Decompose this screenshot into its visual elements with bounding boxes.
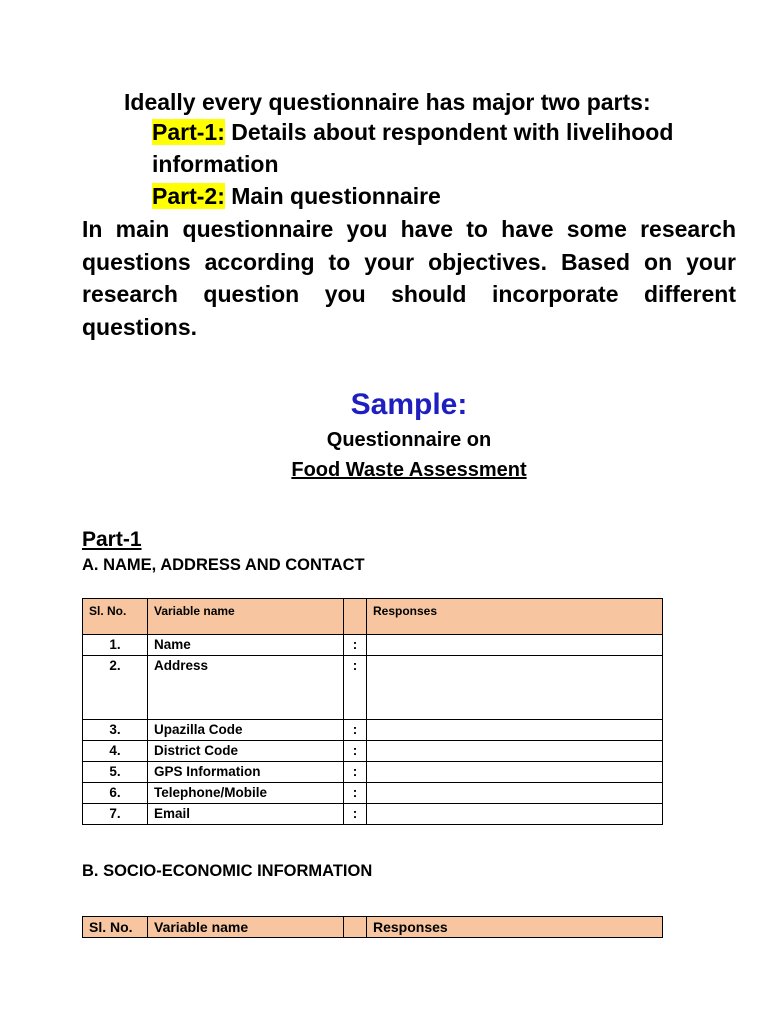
row-separator: : bbox=[344, 741, 367, 762]
table-row bbox=[83, 804, 663, 825]
part1-text-cont: information bbox=[152, 151, 279, 177]
part1-label: Part-1: bbox=[152, 119, 225, 145]
part1-heading: Part-1 bbox=[82, 528, 142, 551]
row-number: 1. bbox=[83, 635, 148, 656]
table-row bbox=[83, 720, 663, 741]
row-variable: Upazilla Code bbox=[148, 720, 344, 741]
section-b-heading: B. SOCIO-ECONOMIC INFORMATION bbox=[82, 862, 373, 880]
row-separator: : bbox=[344, 783, 367, 804]
table-row bbox=[83, 762, 663, 783]
sample-title: Sample: bbox=[350, 388, 468, 421]
table-row bbox=[83, 635, 663, 656]
table-header-row bbox=[83, 917, 663, 938]
row-variable: District Code bbox=[148, 741, 344, 762]
row-variable: Address bbox=[148, 656, 344, 720]
header-separator bbox=[344, 599, 367, 635]
table-row bbox=[83, 656, 663, 720]
intro-line-1 bbox=[124, 86, 651, 118]
row-variable: Email bbox=[148, 804, 344, 825]
row-number: 2. bbox=[83, 656, 148, 720]
row-number: 3. bbox=[83, 720, 148, 741]
header-variable-name: Variable name bbox=[148, 917, 344, 938]
header-responses: Responses bbox=[367, 599, 663, 635]
table-row bbox=[83, 741, 663, 762]
intro-part1-cont bbox=[152, 148, 279, 180]
table-name-address-contact bbox=[82, 598, 663, 825]
header-sl-no: Sl. No. bbox=[83, 599, 148, 635]
intro-paragraph: In main questionnaire you have to have some research questions according to your objectives. Based on your research question you should incorporate different questions. bbox=[82, 216, 736, 340]
row-variable: GPS Information bbox=[148, 762, 344, 783]
response-cell-address[interactable] bbox=[367, 656, 663, 720]
intro-heading-text: Ideally every questionnaire has major two parts: bbox=[124, 89, 651, 115]
row-separator: : bbox=[344, 762, 367, 783]
response-cell-email[interactable] bbox=[367, 804, 663, 825]
header-responses: Responses bbox=[367, 917, 663, 938]
part1-text: Details about respondent with livelihood bbox=[224, 119, 674, 145]
row-number: 4. bbox=[83, 741, 148, 762]
part2-label: Part-2: bbox=[152, 183, 225, 209]
response-cell-upazilla[interactable] bbox=[367, 720, 663, 741]
row-separator: : bbox=[344, 635, 367, 656]
response-cell-telephone[interactable] bbox=[367, 783, 663, 804]
row-variable: Telephone/Mobile bbox=[148, 783, 344, 804]
row-number: 6. bbox=[83, 783, 148, 804]
section-a-heading: A. NAME, ADDRESS AND CONTACT bbox=[82, 556, 365, 574]
row-number: 5. bbox=[83, 762, 148, 783]
sample-subtitle-underlined: Food Waste Assessment bbox=[291, 459, 527, 481]
part2-text: Main questionnaire bbox=[224, 183, 441, 209]
row-variable: Name bbox=[148, 635, 344, 656]
header-sl-no: Sl. No. bbox=[83, 917, 148, 938]
response-cell-gps[interactable] bbox=[367, 762, 663, 783]
table-socio-economic bbox=[82, 916, 663, 938]
sample-subtitle: Questionnaire on bbox=[326, 429, 492, 451]
row-number: 7. bbox=[83, 804, 148, 825]
row-separator: : bbox=[344, 804, 367, 825]
table-row bbox=[83, 783, 663, 804]
intro-part2-line bbox=[152, 180, 441, 212]
header-variable-name: Variable name bbox=[148, 599, 344, 635]
row-separator: : bbox=[344, 656, 367, 720]
header-separator bbox=[344, 917, 367, 938]
row-separator: : bbox=[344, 720, 367, 741]
response-cell-name[interactable] bbox=[367, 635, 663, 656]
intro-part1-line bbox=[152, 116, 673, 148]
table-header-row bbox=[83, 599, 663, 635]
response-cell-district[interactable] bbox=[367, 741, 663, 762]
